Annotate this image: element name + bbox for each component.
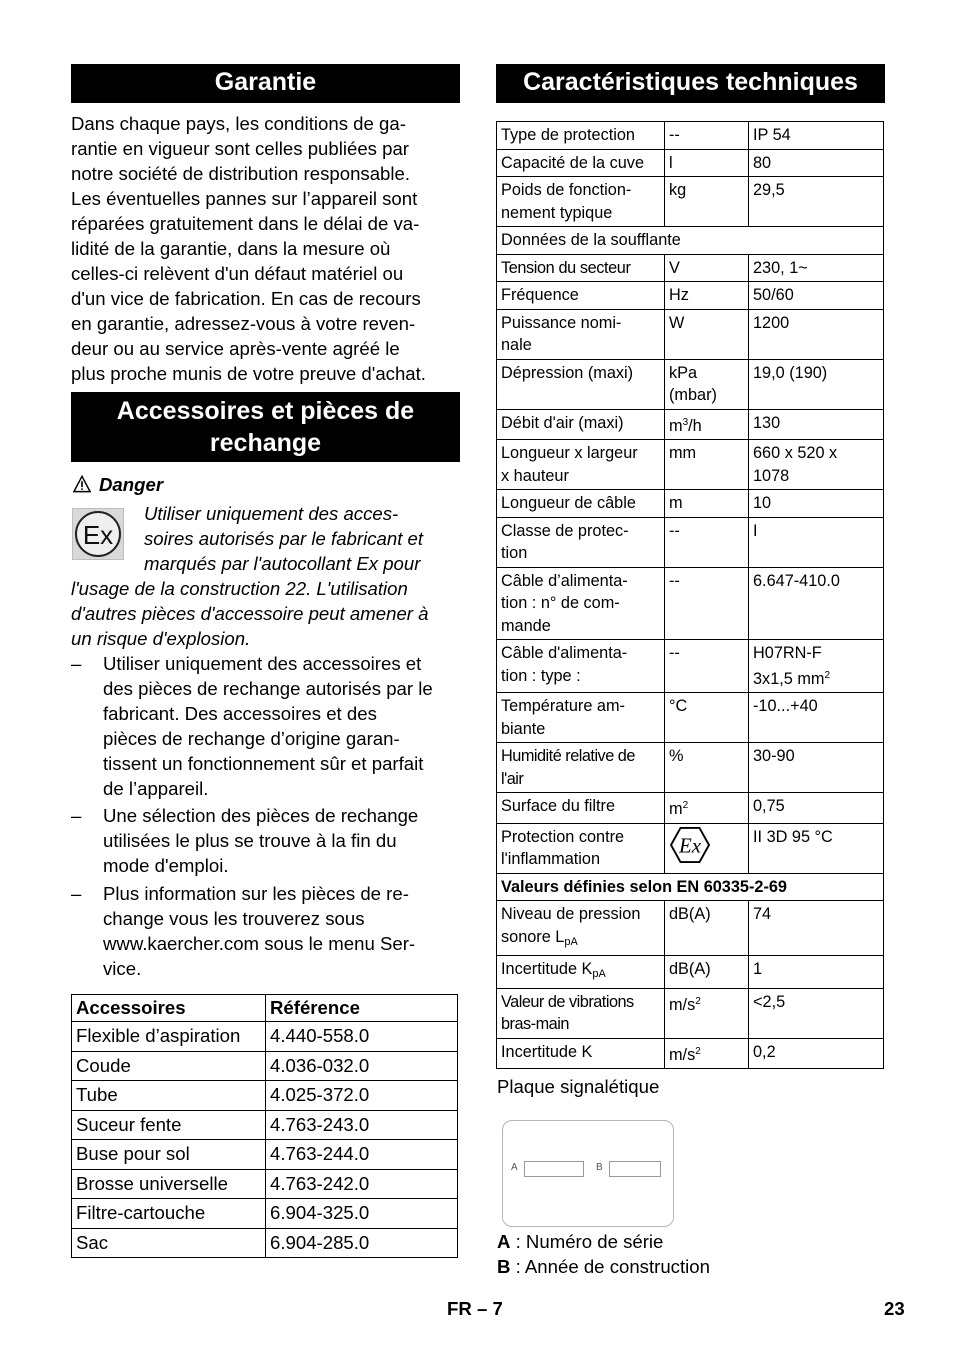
spec-row	[497, 693, 884, 743]
spec-unit-cell: kPa (mbar)	[665, 359, 749, 409]
garantie-line: lidité de la garantie, dans la mesure où	[71, 238, 391, 259]
spec-row	[497, 309, 884, 359]
spec-label-cell: Longueur x largeur x hauteur	[497, 440, 665, 490]
table-row	[72, 1110, 458, 1140]
spec-value-cell: 30-90	[749, 743, 884, 793]
bullet-line: fabricant. Des accessoires et des	[103, 703, 377, 724]
spec-label-cell: Longueur de câble	[497, 490, 665, 518]
legend-b	[497, 1256, 710, 1278]
accessory-name-cell: Flexible d’aspiration	[72, 1022, 266, 1052]
spec-value-cell: -10...+40	[749, 693, 884, 743]
spec-value-cell: 1200	[749, 309, 884, 359]
accessory-reference-cell: 4.025-372.0	[266, 1081, 458, 1111]
accessory-name-cell: Brosse universelle	[72, 1169, 266, 1199]
spec-value-cell: 80	[749, 149, 884, 177]
nameplate-image	[502, 1120, 674, 1227]
spec-label-cell: Température am- biante	[497, 693, 665, 743]
accessory-reference-cell: 4.763-242.0	[266, 1169, 458, 1199]
accessoires-heading-line1: Accessoires et pièces de	[116, 397, 415, 425]
spec-value-cell: 1	[749, 956, 884, 989]
spec-unit-cell: V	[665, 254, 749, 282]
spec-value-cell: 0,75	[749, 793, 884, 824]
spec-label-cell: Niveau de pression sonore $L_{pA}$	[497, 901, 665, 956]
bullet-line: Utiliser uniquement des accessoires et	[103, 653, 422, 674]
spec-unit-cell: dB(A)	[665, 956, 749, 989]
spec-row	[497, 793, 884, 824]
garantie-line: d'un vice de fabrication. En cas de recours	[71, 288, 421, 309]
garantie-heading: Garantie	[71, 64, 460, 103]
spec-row	[497, 149, 884, 177]
plate-label-a: A	[511, 1162, 518, 1173]
spec-row	[497, 956, 884, 989]
spec-unit-cell: $m/s^2$	[665, 988, 749, 1038]
ex-hexagon-icon	[669, 826, 711, 864]
plate-title: Plaque signalétique	[497, 1076, 660, 1097]
spec-label-cell: Classe de protec- tion	[497, 517, 665, 567]
accessory-name-cell: Suceur fente	[72, 1110, 266, 1140]
spec-label-cell: Dépression (maxi)	[497, 359, 665, 409]
spec-section-label: Données de la soufflante	[497, 227, 884, 255]
spec-row	[497, 988, 884, 1038]
garantie-line: Les éventuelles pannes sur l’appareil sont	[71, 188, 418, 209]
bullet-line: Une sélection des pièces de rechange	[103, 805, 419, 826]
plate-label-b: B	[596, 1162, 603, 1173]
specs-table	[496, 121, 884, 1069]
spec-label-cell: Surface du filtre	[497, 793, 665, 824]
spec-value-cell: 230, 1~	[749, 254, 884, 282]
accessory-reference-cell: 4.763-244.0	[266, 1140, 458, 1170]
bullet-line: utilisées le plus se trouve à la fin du	[103, 830, 397, 851]
table-row	[72, 1169, 458, 1199]
spec-section-label: Valeurs définies selon EN 60335-2-69	[497, 873, 884, 901]
accessory-reference-cell: 4.763-243.0	[266, 1110, 458, 1140]
garantie-line: plus proche munis de votre preuve d'achat.	[71, 363, 426, 384]
table-row	[72, 1199, 458, 1229]
spec-label-cell: Poids de fonction- nement typique	[497, 177, 665, 227]
table-row	[72, 1051, 458, 1081]
garantie-line: rantie en vigueur sont celles publiées par	[71, 138, 409, 159]
accessory-name-cell: Buse pour sol	[72, 1140, 266, 1170]
spec-value-cell: 6.647-410.0	[749, 567, 884, 640]
spec-label-cell: Câble d’alimenta- tion : n° de com- mande	[497, 567, 665, 640]
spec-label-cell: Câble d'alimenta- tion : type :	[497, 640, 665, 693]
spec-row	[497, 1038, 884, 1069]
spec-value-cell: 50/60	[749, 282, 884, 310]
danger-label-text: Danger	[99, 474, 164, 495]
bullet-line: de l’appareil.	[103, 778, 209, 799]
accessory-reference-cell: 6.904-285.0	[266, 1228, 458, 1258]
spec-label-cell: Type de protection	[497, 122, 665, 150]
warning-triangle-icon	[73, 475, 91, 493]
accessory-reference-cell: 4.036-032.0	[266, 1051, 458, 1081]
garantie-line: Dans chaque pays, les conditions de ga-	[71, 113, 406, 134]
spec-unit-icon-cell	[665, 823, 749, 873]
spec-label-cell: Puissance nomi- nale	[497, 309, 665, 359]
bullet-line: change vous les trouverez sous	[103, 908, 365, 929]
bullet-line: pièces de rechange d’origine garan-	[103, 728, 400, 749]
garantie-line: réparées gratuitement dans le délai de va-	[71, 213, 420, 234]
spec-row	[497, 440, 884, 490]
spec-unit-cell: m	[665, 490, 749, 518]
spec-unit-cell: $m^2$	[665, 793, 749, 824]
danger-line: soires autorisés par le fabricant et	[144, 528, 424, 549]
spec-unit-cell: --	[665, 640, 749, 693]
spec-row	[497, 254, 884, 282]
danger-line: d'autres pièces d'accessoire peut amener à	[71, 603, 429, 624]
col-header-reference: Référence	[266, 995, 458, 1022]
spec-row	[497, 640, 884, 693]
spec-value-cell: H07RN-F 3x1,5 $mm^2$	[749, 640, 884, 693]
legend-a	[497, 1231, 663, 1253]
table-row	[72, 1022, 458, 1052]
spec-row	[497, 823, 884, 873]
spec-unit-cell: %	[665, 743, 749, 793]
spec-row	[497, 517, 884, 567]
garantie-line: notre société de distribution responsable.	[71, 163, 411, 184]
spec-unit-cell: kg	[665, 177, 749, 227]
legend-a-text: : Numéro de série	[510, 1231, 664, 1252]
svg-text:Ex: Ex	[678, 833, 702, 858]
spec-value-cell: 74	[749, 901, 884, 956]
danger-line: l'usage de la construction 22. L'utilisation	[71, 578, 408, 599]
spec-row	[497, 359, 884, 409]
legend-b-text: : Année de construction	[510, 1256, 710, 1277]
spec-value-cell: 19,0 (190)	[749, 359, 884, 409]
spec-row	[497, 122, 884, 150]
spec-unit-cell: °C	[665, 693, 749, 743]
footer-section-page: FR – 7	[447, 1298, 503, 1319]
ex-explosion-icon	[72, 508, 124, 560]
accessoires-heading-line2: rechange	[209, 429, 322, 457]
spec-label-cell: Débit d'air (maxi)	[497, 409, 665, 440]
accessory-reference-cell: 4.440-558.0	[266, 1022, 458, 1052]
spec-label-cell: Tension du secteur	[497, 254, 665, 282]
spec-value-cell: II 3D 95 °C	[749, 823, 884, 873]
bullet-line: mode d'emploi.	[103, 855, 229, 876]
garantie-line: en garantie, adressez-vous à votre reven-	[71, 313, 416, 334]
spec-row	[497, 901, 884, 956]
spec-row	[497, 743, 884, 793]
bullet-line: des pièces de rechange autorisés par le	[103, 678, 433, 699]
svg-text:Ex: Ex	[82, 520, 114, 550]
spec-label-cell: Protection contre l'inflammation	[497, 823, 665, 873]
spec-label-cell: Incertitude $K_{pA}$	[497, 956, 665, 989]
spec-value-cell: 660 x 520 x 1078	[749, 440, 884, 490]
spec-value-cell: I	[749, 517, 884, 567]
spec-unit-cell: --	[665, 517, 749, 567]
spec-section-row	[497, 227, 884, 255]
accessory-name-cell: Filtre-cartouche	[72, 1199, 266, 1229]
accessory-name-cell: Sac	[72, 1228, 266, 1258]
spec-value-cell: <2,5	[749, 988, 884, 1038]
bullet-line: Plus information sur les pièces de re-	[103, 883, 409, 904]
danger-line: Utiliser uniquement des acces-	[144, 503, 399, 524]
table-row	[72, 1081, 458, 1111]
accessories-table	[71, 994, 458, 1258]
danger-line: un risque d'explosion.	[71, 628, 251, 649]
spec-value-cell: IP 54	[749, 122, 884, 150]
bullet-line: www.kaercher.com sous le menu Ser-	[103, 933, 416, 954]
spec-row	[497, 282, 884, 310]
spec-row	[497, 409, 884, 440]
footer-page-number: 23	[884, 1298, 905, 1319]
danger-label	[73, 472, 163, 497]
legend-b-key: B	[497, 1256, 511, 1277]
spec-row	[497, 177, 884, 227]
spec-unit-cell: --	[665, 122, 749, 150]
garantie-line: celles-ci relèvent d'un défaut matériel ou	[71, 263, 404, 284]
bullet-dash: –	[71, 883, 82, 904]
spec-label-cell: Incertitude K	[497, 1038, 665, 1069]
table-row	[72, 1228, 458, 1258]
accessoires-heading	[71, 392, 460, 462]
spec-unit-cell: dB(A)	[665, 901, 749, 956]
danger-text-full	[71, 576, 466, 651]
garantie-line: deur ou au service après-vente agréé le	[71, 338, 400, 359]
spec-value-cell: 0,2	[749, 1038, 884, 1069]
spec-label-cell: Capacité de la cuve	[497, 149, 665, 177]
spec-section-row	[497, 873, 884, 901]
accessory-name-cell: Coude	[72, 1051, 266, 1081]
spec-unit-cell: $m^3/h$	[665, 409, 749, 440]
accessory-name-cell: Tube	[72, 1081, 266, 1111]
accessories-table-header	[72, 995, 458, 1022]
spec-unit-cell: --	[665, 567, 749, 640]
garantie-paragraph	[71, 111, 466, 386]
danger-line: marqués par l'autocollant Ex pour	[144, 553, 421, 574]
spec-row	[497, 490, 884, 518]
spec-unit-cell: W	[665, 309, 749, 359]
spec-unit-cell: Hz	[665, 282, 749, 310]
bullet-line: tissent un fonctionnement sûr et parfait	[103, 753, 424, 774]
bullet-dash: –	[71, 805, 82, 826]
legend-a-key: A	[497, 1231, 511, 1252]
spec-label-cell: Valeur de vibrations bras-main	[497, 988, 665, 1038]
spec-unit-cell: l	[665, 149, 749, 177]
plate-field-a	[524, 1161, 584, 1177]
spec-row	[497, 567, 884, 640]
col-header-accessoires: Accessoires	[72, 995, 266, 1022]
spec-unit-cell: mm	[665, 440, 749, 490]
table-row	[72, 1140, 458, 1170]
spec-value-cell: 10	[749, 490, 884, 518]
accessory-reference-cell: 6.904-325.0	[266, 1199, 458, 1229]
danger-text-indented	[144, 501, 464, 576]
spec-label-cell: Humidité relative de l'air	[497, 743, 665, 793]
spec-label-cell: Fréquence	[497, 282, 665, 310]
spec-value-cell: 130	[749, 409, 884, 440]
bullet-line: vice.	[103, 958, 142, 979]
spec-value-cell: 29,5	[749, 177, 884, 227]
specs-heading: Caractéristiques techniques	[496, 64, 885, 103]
bullet-dash: –	[71, 653, 82, 674]
plate-field-b	[609, 1161, 661, 1177]
spec-unit-cell: $m/s^2$	[665, 1038, 749, 1069]
